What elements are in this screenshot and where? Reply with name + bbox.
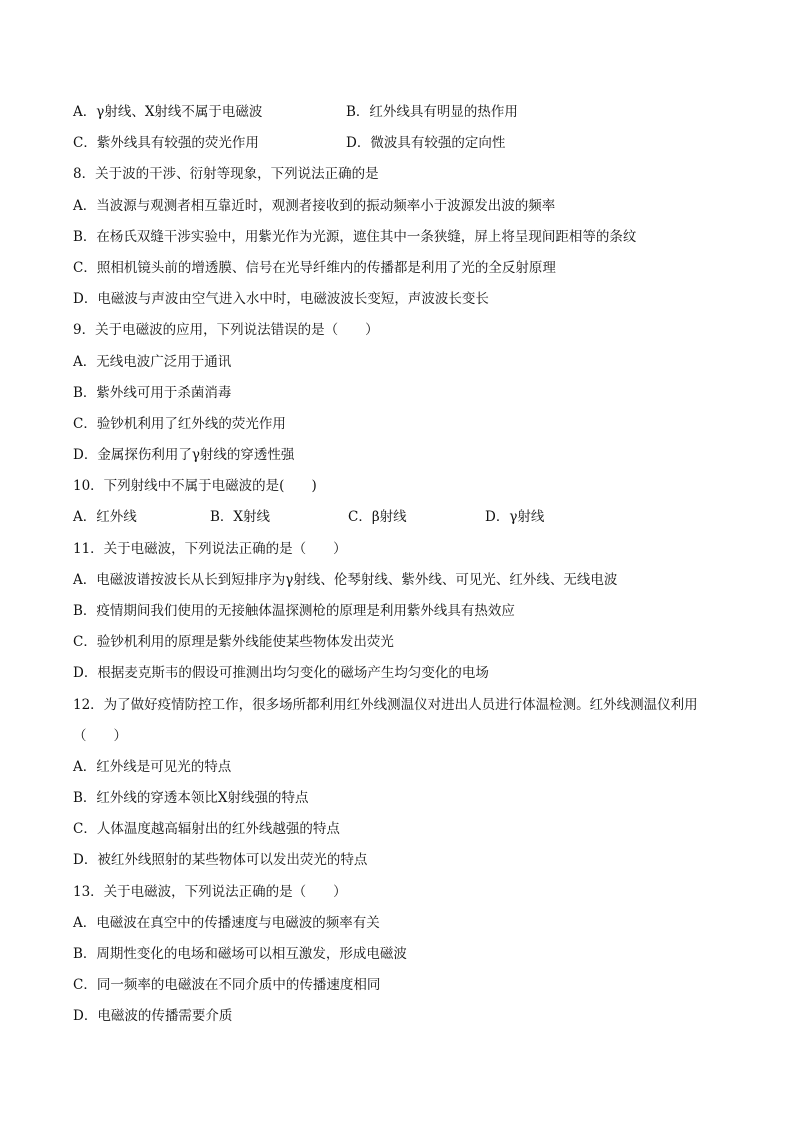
q8-option-a: A．当波源与观测者相互靠近时，观测者接收到的振动频率小于波源发出波的频率 (73, 198, 556, 214)
q8-option-b: B．在杨氏双缝干涉实验中，用紫光作为光源，遮住其中一条狭缝，屏上将呈现间距相等的条纹 (73, 229, 637, 245)
q7-option-c: C．紫外线具有较强的荧光作用 (73, 135, 259, 151)
q8-option-c: C．照相机镜头前的增透膜、信号在光导纤维内的传播都是利用了光的全反射原理 (73, 260, 556, 276)
q11-option-d: D．根据麦克斯韦的假设可推测出均匀变化的磁场产生均匀变化的电场 (73, 665, 489, 681)
q10-stem: 10．下列射线中不属于电磁波的是( ) (73, 478, 317, 494)
q8-stem: 8．关于波的干涉、衍射等现象，下列说法正确的是 (73, 166, 379, 182)
q12-stem-continuation: （ ） (73, 728, 127, 744)
q13-option-a: A．电磁波在真空中的传播速度与电磁波的频率有关 (73, 915, 380, 931)
q9-option-c: C．验钞机利用了红外线的荧光作用 (73, 416, 286, 432)
q12-stem: 12．为了做好疫情防控工作，很多场所都利用红外线测温仪对进出人员进行体温检测。红外线测温仪利用 (73, 697, 698, 713)
q10-option-d: D．γ射线 (485, 509, 545, 525)
q7-options-row-2 (73, 134, 723, 152)
q12-option-d: D．被红外线照射的某些物体可以发出荧光的特点 (73, 852, 368, 868)
q13-option-c: C．同一频率的电磁波在不同介质中的传播速度相同 (73, 977, 381, 993)
q9-option-b: B．紫外线可用于杀菌消毒 (73, 385, 232, 401)
q12-option-c: C．人体温度越高辐射出的红外线越强的特点 (73, 821, 340, 837)
q7-option-a: A．γ射线、X射线不属于电磁波 (73, 104, 263, 120)
q9-stem: 9．关于电磁波的应用，下列说法错误的是（ ） (73, 322, 379, 338)
q8-option-d: D．电磁波与声波由空气进入水中时，电磁波波长变短，声波波长变长 (73, 291, 489, 307)
q10-option-c: C．β射线 (348, 509, 407, 525)
q7-options-row-1 (73, 103, 723, 121)
q12-option-a: A．红外线是可见光的特点 (73, 759, 232, 775)
q13-stem: 13．关于电磁波，下列说法正确的是（ ） (73, 884, 347, 900)
q9-option-d: D．金属探伤利用了γ射线的穿透性强 (73, 447, 295, 463)
q13-option-b: B．周期性变化的电场和磁场可以相互激发，形成电磁波 (73, 946, 407, 962)
q10-option-a: A．红外线 (73, 509, 137, 525)
q11-option-c: C．验钞机利用的原理是紫外线能使某些物体发出荧光 (73, 634, 394, 650)
q11-option-b: B．疫情期间我们使用的无接触体温探测枪的原理是利用紫外线具有热效应 (73, 603, 515, 619)
q11-stem: 11．关于电磁波，下列说法正确的是（ ） (73, 541, 347, 557)
q7-option-b: B．红外线具有明显的热作用 (346, 104, 518, 120)
q11-option-a: A．电磁波谱按波长从长到短排序为γ射线、伦琴射线、紫外线、可见光、红外线、无线电波 (73, 572, 618, 588)
q12-option-b: B．红外线的穿透本领比X射线强的特点 (73, 790, 309, 806)
q9-option-a: A．无线电波广泛用于通讯 (73, 354, 232, 370)
q10-option-b: B．X射线 (210, 509, 271, 525)
q10-options-row (73, 508, 633, 526)
q7-option-d: D．微波具有较强的定向性 (346, 135, 506, 151)
q13-option-d: D．电磁波的传播需要介质 (73, 1008, 233, 1024)
